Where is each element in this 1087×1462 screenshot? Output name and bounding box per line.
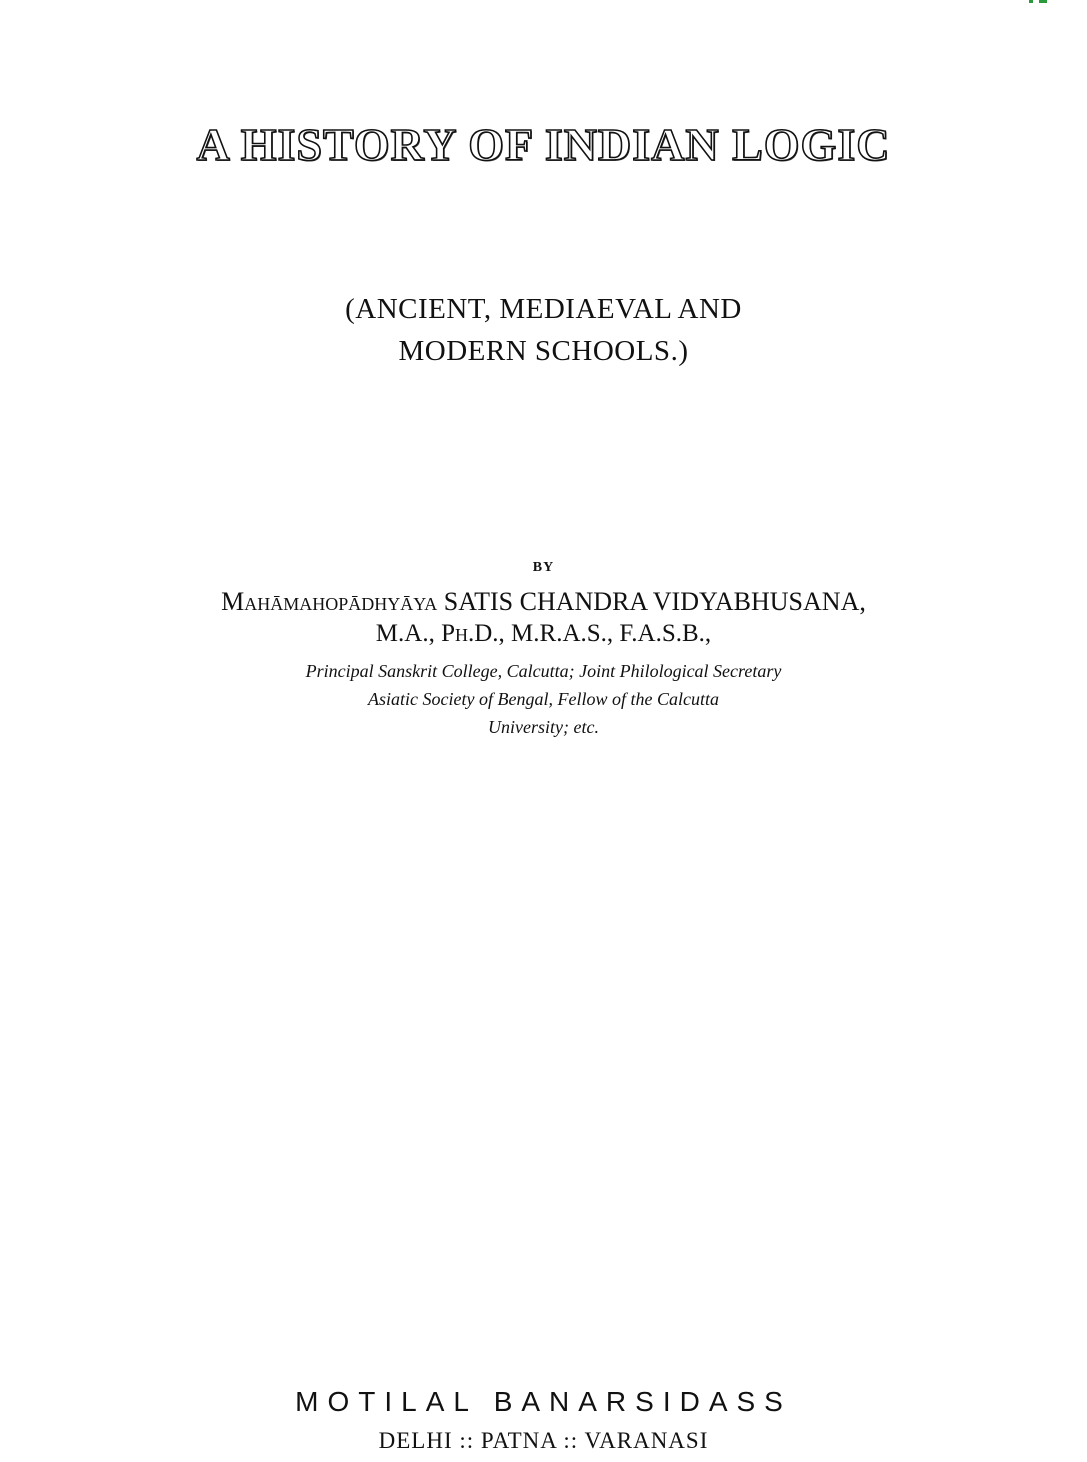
author-honorific: Mahāmahopādhyāya <box>221 587 438 616</box>
affiliation-line-3: University; etc. <box>488 717 599 737</box>
author-affiliation <box>0 657 1087 741</box>
author-name: SATIS CHANDRA VIDYABHUSANA, <box>443 587 866 616</box>
author-line <box>0 586 1087 618</box>
author-degrees: M.A., Ph.D., M.R.A.S., F.A.S.B., <box>375 620 712 647</box>
affiliation-line-2: Asiatic Society of Bengal, Fellow of the Calcutta <box>368 689 719 709</box>
by-label: BY <box>532 560 555 575</box>
subtitle-line-1: (ANCIENT, MEDIAEVAL AND <box>345 293 742 325</box>
publisher-name: MOTILAL BANARSIDASS <box>295 1386 792 1417</box>
subtitle-line-2: MODERN SCHOOLS.) <box>398 335 689 367</box>
corner-mark <box>1029 0 1047 3</box>
publisher-cities: DELHI :: PATNA :: VARANASI <box>378 1428 709 1453</box>
book-title: A HISTORY OF INDIAN LOGIC <box>196 119 891 170</box>
affiliation-line-1: Principal Sanskrit College, Calcutta; Joint Philological Secretary <box>305 661 782 681</box>
book-subtitle <box>0 288 1087 372</box>
